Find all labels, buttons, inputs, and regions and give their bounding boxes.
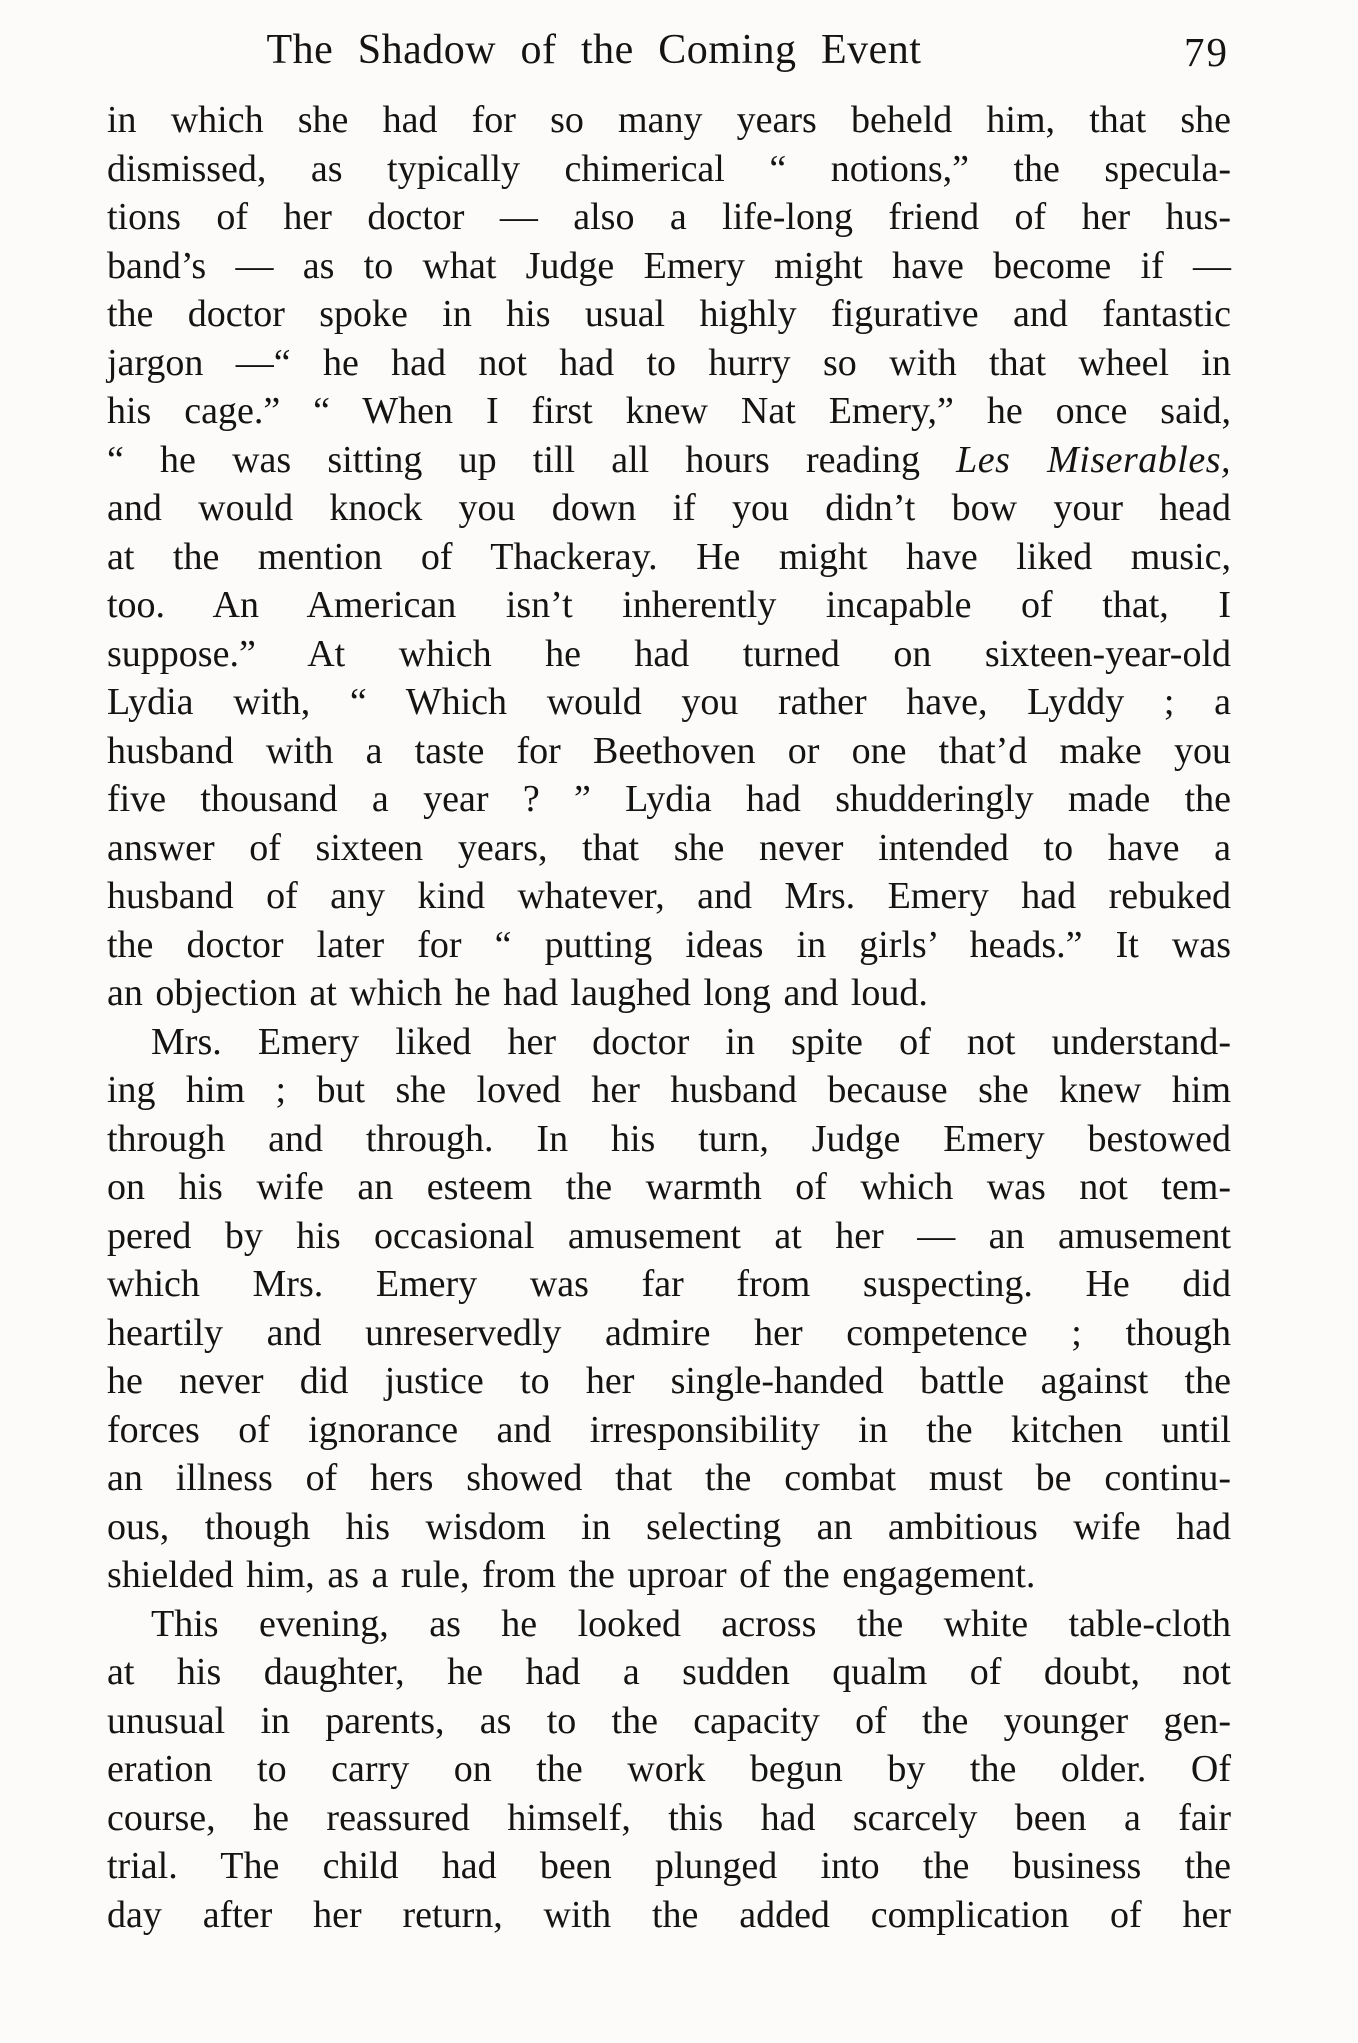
text-line: Mrs. Emery liked her doctor in spite of not understand- — [151, 1020, 1231, 1063]
body-text — [107, 96, 1231, 1939]
text-line: and would knock you down if you didn’t bow your head — [107, 487, 1231, 529]
text-line: his cage.” “ When I first knew Nat Emery,” he once said, — [107, 390, 1231, 432]
text-line: This evening, as he looked across the white table-cloth — [151, 1602, 1231, 1645]
text-line: jargon —“ he had not had to hurry so with that wheel in — [107, 341, 1231, 384]
text-line: unusual in parents, as to the capacity of the younger gen- — [107, 1699, 1231, 1742]
text-line: at the mention of Thackeray. He might have liked music, — [107, 535, 1231, 578]
text-line: eration to carry on the work begun by the older. Of — [107, 1748, 1231, 1790]
text-line: an objection at which he had laughed long and loud. — [107, 972, 928, 1014]
text-line: in which she had for so many years beheld him, that she — [107, 99, 1231, 141]
text-line: husband with a taste for Beethoven or one that’d make you — [107, 729, 1231, 772]
text-line: the doctor spoke in his usual highly figurative and fantastic — [107, 293, 1231, 335]
text-line: shielded him, as a rule, from the uproar of the engagement. — [107, 1554, 1036, 1596]
text-line: band’s — as to what Judge Emery might have become if — — [107, 244, 1231, 287]
text-line: an illness of hers showed that the combat must be continu- — [107, 1457, 1231, 1499]
text-line: forces of ignorance and irresponsibility in the kitchen until — [107, 1408, 1231, 1451]
text-line: Lydia with, “ Which would you rather have, Lyddy ; a — [107, 681, 1231, 723]
text-line: dismissed, as typically chimerical “ notions,” the specula- — [107, 147, 1231, 190]
book-title-italic: Les Miserables, — [956, 438, 1231, 481]
text-line: ous, though his wisdom in selecting an ambitious wife had — [107, 1505, 1231, 1548]
text-line: at his daughter, he had a sudden qualm of doubt, not — [107, 1651, 1231, 1693]
text-line: he never did justice to her single-handed battle against the — [107, 1360, 1231, 1402]
text-line: through and through. In his turn, Judge Emery bestowed — [107, 1117, 1231, 1160]
text-line: course, he reassured himself, this had scarcely been a fair — [107, 1796, 1231, 1839]
text-line: the doctor later for “ putting ideas in girls’ heads.” It was — [107, 923, 1231, 966]
text-line: suppose.” At which he had turned on sixteen-year-old — [107, 632, 1231, 675]
text-line: five thousand a year ? ” Lydia had shudderingly made the — [107, 778, 1231, 820]
text-line: which Mrs. Emery was far from suspecting. He did — [107, 1263, 1231, 1305]
text-line: husband of any kind whatever, and Mrs. Emery had rebuked — [107, 875, 1231, 917]
text-line: too. An American isn’t inherently incapable of that, I — [107, 584, 1231, 626]
chapter-title: The Shadow of the Coming Event — [266, 27, 922, 73]
text-line: heartily and unreservedly admire her competence ; though — [107, 1311, 1231, 1354]
text-line: ing him ; but she loved her husband because she knew him — [107, 1069, 1231, 1111]
text-line: tions of her doctor — also a life-long friend of her hus- — [107, 196, 1231, 238]
text-line: on his wife an esteem the warmth of which was not tem- — [107, 1166, 1231, 1208]
running-header — [107, 24, 1231, 76]
text-line: “ he was sitting up till all hours reading Les Miserables, — [107, 438, 1231, 481]
text-line: day after her return, with the added complication of her — [107, 1893, 1231, 1936]
page-number: 79 — [1184, 29, 1229, 75]
text-line: pered by his occasional amusement at her — an amusement — [107, 1214, 1231, 1257]
text-line: trial. The child had been plunged into the business the — [107, 1845, 1231, 1887]
text-line: answer of sixteen years, that she never intended to have a — [107, 826, 1231, 869]
